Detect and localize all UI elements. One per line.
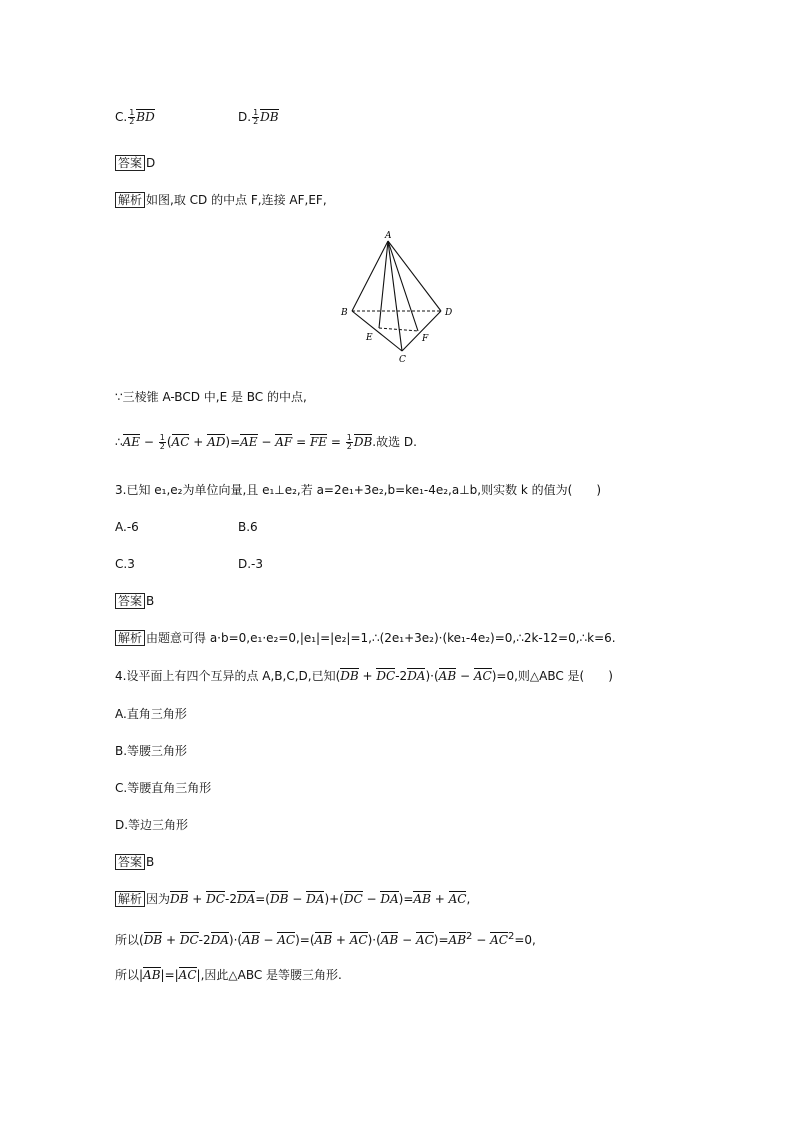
answer-tag: 答案 <box>115 593 145 609</box>
answer-value: B <box>146 594 155 608</box>
answer-tag: 答案 <box>115 854 145 870</box>
option-d-previous: D. $\frac{1}{2}$ DB <box>238 108 279 126</box>
q4-option-b: B.等腰三角形 <box>115 744 188 758</box>
answer-tag: 答案 <box>115 155 145 171</box>
explanation-tag: 解析 <box>115 630 145 646</box>
question-4: 4.设平面上有四个互异的点 A,B,C,D,已知(DB + DC-2DA)·(AB − AC)=0,则△ABC 是( ) <box>115 669 613 683</box>
question-3: 3.已知 e₁,e₂为单位向量,且 e₁⊥e₂,若 a=2e₁+3e₂,b=ke₁-4e₂,a⊥b,则实数 k 的值为( ) <box>115 483 602 497</box>
q3-option-d: D.-3 <box>238 557 264 571</box>
explanation-4-line-3: 所以|AB|=|AC|,因此△ABC 是等腰三角形. <box>115 968 342 982</box>
q3-option-c: C.3 <box>115 557 135 571</box>
explanation-row-4: 解析 因为DB + DC-2DA=(DB − DA)+(DC − DA)=AB + AC, <box>115 890 470 908</box>
answer-value: D <box>146 156 156 170</box>
explanation-4-line-2: 所以$(DB + DC-2DA)\cdot(AB - AC)=(AB + AC)\cdot(AB - AC)=AB^2 - AC^2=0$, <box>115 931 536 947</box>
q4-option-a: A.直角三角形 <box>115 707 187 721</box>
q4-option-d: D.等边三角形 <box>115 818 189 832</box>
label-e: E <box>366 333 373 343</box>
explanation-tag: 解析 <box>115 192 145 208</box>
answer-value: B <box>146 855 155 869</box>
answer-row-1 <box>115 154 155 172</box>
label-c: C <box>399 355 406 365</box>
answer-row-3 <box>115 592 154 610</box>
label-a: A <box>385 231 392 241</box>
label-f: F <box>422 334 429 344</box>
label-d: D <box>445 308 453 318</box>
reason-line-1: ∵三棱锥 A-BCD 中,E 是 BC 的中点, <box>115 390 307 404</box>
explanation-tag: 解析 <box>115 891 145 907</box>
explanation-row-3 <box>115 629 616 647</box>
explanation-row-1 <box>115 191 327 209</box>
explanation-text: 如图,取 CD 的中点 F,连接 AF,EF, <box>146 193 327 207</box>
q3-option-b: B.6 <box>238 520 258 534</box>
answer-row-4 <box>115 853 154 871</box>
pyramid-figure <box>335 228 465 370</box>
reason-line-2: ∴AE − $\frac{1}{2}$ (AC + AD)=AE − AF = FE = $\frac{1}{2}$ DB.故选 D. <box>115 433 417 451</box>
q4-option-c: C.等腰直角三角形 <box>115 781 212 795</box>
label-b: B <box>341 308 348 318</box>
q3-option-a: A.-6 <box>115 520 139 534</box>
option-c-previous: C. $\frac{1}{2}$ BD <box>115 108 155 126</box>
explanation-text: 由题意可得 a·b=0,e₁·e₂=0,|e₁|=|e₂|=1,∴(2e₁+3e₂)·(ke₁-4e₂)=0,∴2k-12=0,∴k=6. <box>146 631 616 645</box>
